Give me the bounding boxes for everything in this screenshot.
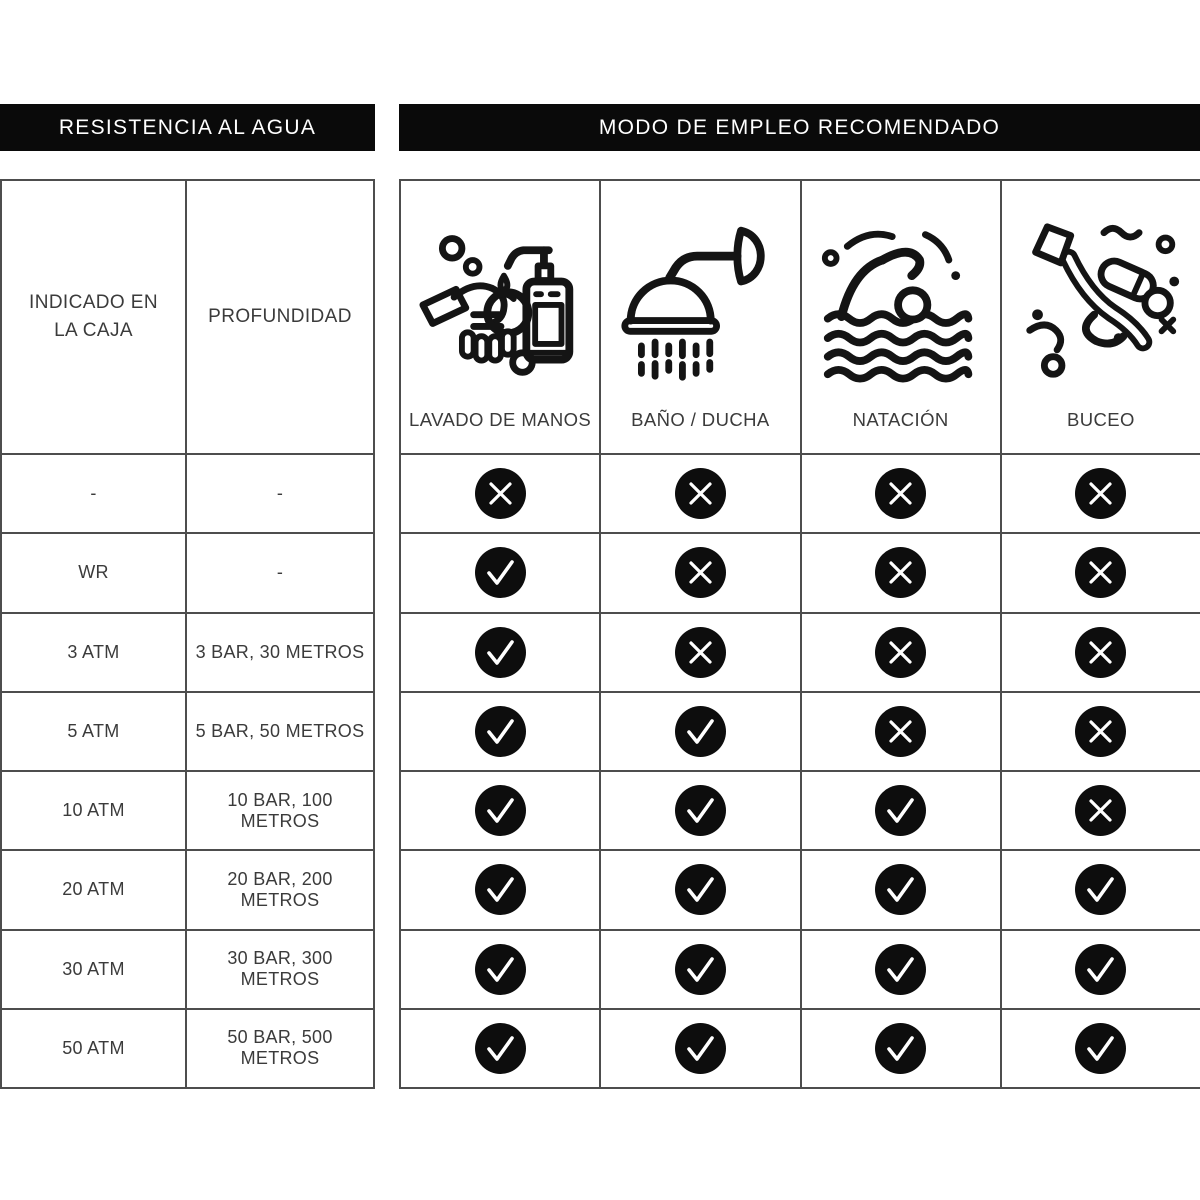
not-allowed-cross-mark [601, 455, 799, 532]
activity-header-ba-o-ducha [601, 181, 799, 453]
activity-header-buceo [1002, 181, 1200, 453]
activity-label: BUCEO [1066, 409, 1135, 430]
right-header-bar [399, 104, 1200, 151]
allowed-check-mark [401, 931, 599, 1008]
not-allowed-cross-mark [1002, 614, 1200, 691]
not-allowed-cross-mark [802, 534, 1000, 611]
cell-profundidad [187, 693, 373, 770]
cell-caja [2, 851, 185, 928]
not-allowed-cross-mark [1002, 534, 1200, 611]
allowed-check-mark [401, 1010, 599, 1087]
not-allowed-cross-mark [1002, 455, 1200, 532]
cell-value: 20 BAR, 200 METROS [227, 868, 333, 910]
column-header-profundidad [187, 181, 373, 453]
cell-value: WR [78, 562, 109, 583]
allowed-check-mark [401, 614, 599, 691]
allowed-check-mark [401, 534, 599, 611]
cell-profundidad [187, 851, 373, 928]
cell-value: 3 ATM [67, 641, 120, 662]
activity-label: LAVADO DE MANOS [409, 409, 592, 430]
cell-value: 50 BAR, 500 METROS [227, 1027, 333, 1069]
cell-value: - [276, 483, 284, 504]
cell-value: 30 ATM [62, 958, 125, 979]
allowed-check-mark [601, 1010, 799, 1087]
right-header-title: MODO DE EMPLEO RECOMENDADO [598, 115, 1001, 139]
cell-profundidad [187, 772, 373, 849]
not-allowed-cross-mark [1002, 693, 1200, 770]
handwash-icon [417, 181, 583, 409]
not-allowed-cross-mark [802, 693, 1000, 770]
allowed-check-mark [401, 693, 599, 770]
cell-value: 10 ATM [62, 800, 125, 821]
column-header-label: INDICADO EN LA CAJA [29, 292, 158, 341]
cell-profundidad [187, 534, 373, 611]
activity-header-nataci-n [802, 181, 1000, 453]
cell-caja [2, 455, 185, 532]
column-header-indicado-en-la-caja [2, 181, 185, 453]
water-resistance-table [0, 179, 375, 1089]
cell-profundidad [187, 614, 373, 691]
not-allowed-cross-mark [1002, 772, 1200, 849]
allowed-check-mark [601, 851, 799, 928]
activity-label: NATACIÓN [852, 409, 949, 430]
activity-header-lavado-de-manos [401, 181, 599, 453]
allowed-check-mark [802, 1010, 1000, 1087]
left-header-title: RESISTENCIA AL AGUA [58, 115, 317, 139]
usage-recommendation-table [399, 179, 1200, 1089]
cell-value: - [276, 562, 284, 583]
column-header-label: PROFUNDIDAD [208, 306, 352, 328]
activity-label: BAÑO / DUCHA [631, 409, 770, 430]
cell-caja [2, 931, 185, 1008]
allowed-check-mark [401, 772, 599, 849]
allowed-check-mark [601, 931, 799, 1008]
shower-icon [617, 181, 783, 409]
cell-caja [2, 693, 185, 770]
not-allowed-cross-mark [802, 614, 1000, 691]
cell-value: 20 ATM [62, 879, 125, 900]
cell-value: 30 BAR, 300 METROS [227, 948, 333, 990]
cell-caja [2, 614, 185, 691]
cell-value: 5 ATM [67, 720, 120, 741]
allowed-check-mark [802, 851, 1000, 928]
cell-caja [2, 1010, 185, 1087]
allowed-check-mark [802, 772, 1000, 849]
not-allowed-cross-mark [401, 455, 599, 532]
not-allowed-cross-mark [802, 455, 1000, 532]
cell-profundidad [187, 455, 373, 532]
cell-value: 3 BAR, 30 METROS [195, 641, 365, 662]
allowed-check-mark [1002, 931, 1200, 1008]
cell-profundidad [187, 1010, 373, 1087]
allowed-check-mark [802, 931, 1000, 1008]
not-allowed-cross-mark [601, 534, 799, 611]
cell-profundidad [187, 931, 373, 1008]
allowed-check-mark [601, 693, 799, 770]
cell-value: 10 BAR, 100 METROS [227, 789, 333, 831]
cell-caja [2, 534, 185, 611]
not-allowed-cross-mark [601, 614, 799, 691]
allowed-check-mark [1002, 1010, 1200, 1087]
cell-value: - [90, 483, 97, 504]
cell-value: 5 BAR, 50 METROS [195, 720, 365, 741]
allowed-check-mark [601, 772, 799, 849]
diving-icon [1018, 181, 1184, 409]
swimming-icon [818, 181, 984, 409]
allowed-check-mark [1002, 851, 1200, 928]
left-header-bar [0, 104, 375, 151]
cell-value: 50 ATM [62, 1037, 125, 1058]
allowed-check-mark [401, 851, 599, 928]
cell-caja [2, 772, 185, 849]
